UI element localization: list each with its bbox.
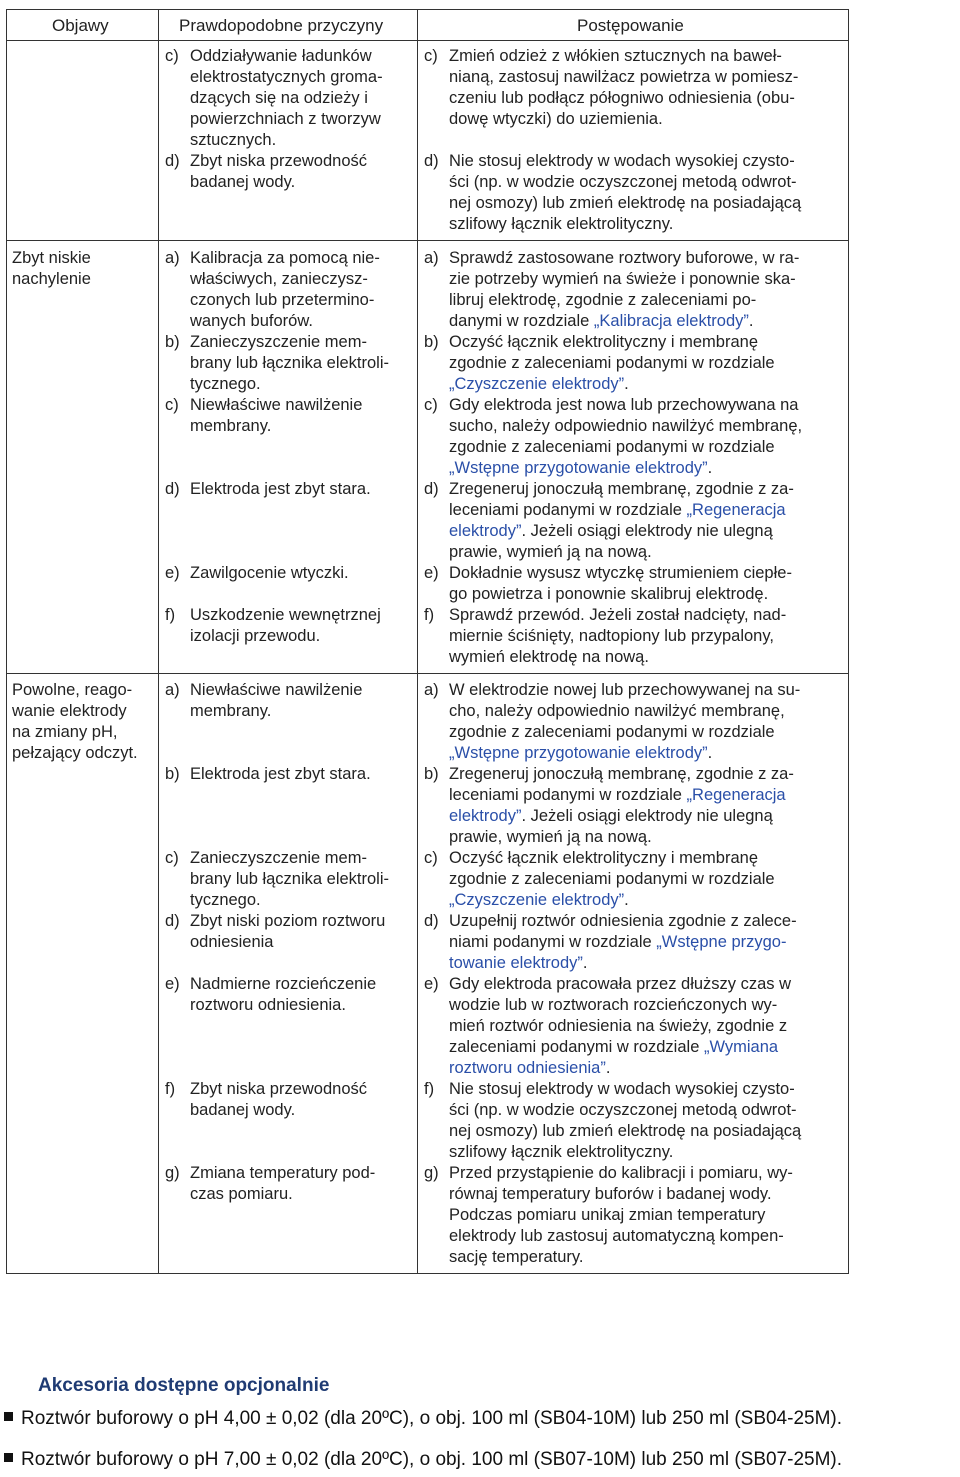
action-line: leceniami podanymi w rozdziale „Regeneracja <box>449 501 786 519</box>
section-reference: „Czyszczenie elektrody” <box>449 891 625 909</box>
cause-text <box>190 332 389 395</box>
action-line: zaleceniami podanymi w rozdziale „Wymiana <box>449 1038 779 1056</box>
section-reference: „Regeneracja <box>686 786 786 804</box>
symptom-line: Powolne, reago- <box>12 681 133 699</box>
action-line: zgodnie z zaleceniami podanymi w rozdziale <box>449 723 775 741</box>
action-line: Uzupełnij roztwór odniesienia zgodnie z zalece- <box>449 912 797 930</box>
action-line: cho, należy odpowiednio nawilżyć membranę, <box>449 702 785 720</box>
cause-text <box>190 848 389 911</box>
action-line: elektrody”. Jeżeli osiągi elektrody nie ulegną <box>449 807 773 825</box>
section-reference: towanie elektrody” <box>449 954 583 972</box>
action-line: Sprawdź przewód. Jeżeli został nadcięty, nad- <box>449 606 787 624</box>
action-line: elektrody lub zastosuj automatyczną kompen- <box>449 1227 784 1245</box>
cause-line: tycznego. <box>190 891 261 909</box>
action-text <box>449 479 794 563</box>
cause-line: czonych lub przetermino- <box>190 291 375 309</box>
action-line: danymi w rozdziale „Kalibracja elektrody”. <box>449 312 754 330</box>
cause-line: Nadmierne rozcieńczenie <box>190 975 377 993</box>
accessory-item-text: Roztwór buforowy o pH 4,00 ± 0,02 (dla 20ºC), o obj. 100 ml (SB04-10M) lub 250 ml (SB04-25M). <box>21 1408 843 1429</box>
action-line: roztworu odniesienia”. <box>449 1059 611 1077</box>
action-text <box>449 563 792 605</box>
action-line: Nie stosuj elektrody w wodach wysokiej czysto- <box>449 152 795 170</box>
symptom-line: nachylenie <box>12 270 91 288</box>
action-line: miernie ściśnięty, nadtopiony lub przypalony, <box>449 627 774 645</box>
action-line: towanie elektrody”. <box>449 954 588 972</box>
action-line: zgodnie z zaleceniami podanymi w rozdziale <box>449 870 775 888</box>
action-text <box>449 395 802 479</box>
cause-marker: f) <box>165 606 176 624</box>
cause-line: membrany. <box>190 417 272 435</box>
cause-text <box>190 680 362 722</box>
action-text <box>449 974 791 1079</box>
cause-text <box>190 395 362 437</box>
action-text <box>449 46 798 130</box>
cause-marker: d) <box>165 152 180 170</box>
cause-text <box>190 1079 367 1121</box>
cause-text <box>190 605 381 647</box>
section-reference: „Czyszczenie elektrody” <box>449 375 625 393</box>
action-line: szlifowy łącznik elektrolityczny. <box>449 1143 674 1161</box>
cause-marker: c) <box>165 396 179 414</box>
action-marker: c) <box>424 47 438 65</box>
action-line: Zmień odzież z włókien sztucznych na baweł- <box>449 47 782 65</box>
cause-marker: b) <box>165 765 180 783</box>
action-text <box>449 605 786 668</box>
action-text <box>449 848 775 911</box>
section-reference: roztworu odniesienia” <box>449 1059 606 1077</box>
action-marker: f) <box>424 1080 435 1098</box>
action-line: ści (np. w wodzie oczyszczonej metodą odwrot- <box>449 1101 797 1119</box>
cause-line: właściwych, zanieczysz- <box>190 270 368 288</box>
action-line: Gdy elektroda pracowała przez dłuższy czas w <box>449 975 792 993</box>
section-reference: „Wstępne przygotowanie elektrody” <box>449 744 708 762</box>
cause-line: elektrostatycznych groma- <box>190 68 383 86</box>
cause-marker: c) <box>165 47 179 65</box>
cause-line: Niewłaściwe nawilżenie <box>190 681 363 699</box>
symptom-line: pełzający odczyt. <box>12 744 138 762</box>
action-text <box>449 1163 793 1268</box>
action-line: czeniu lub podłącz półogniwo odniesienia (obu- <box>449 89 795 107</box>
cause-text <box>190 1163 375 1205</box>
action-text <box>449 151 801 235</box>
action-line: Sprawdź zastosowane roztwory buforowe, w ra- <box>449 249 800 267</box>
action-line: szlifowy łącznik elektrolityczny. <box>449 215 674 233</box>
action-line: Nie stosuj elektrody w wodach wysokiej czysto- <box>449 1080 795 1098</box>
accessories-title: Akcesoria dostępne opcjonalnie <box>38 1375 330 1396</box>
action-text <box>449 332 775 395</box>
action-marker: f) <box>424 606 435 624</box>
action-line: „Czyszczenie elektrody”. <box>449 891 629 909</box>
action-text <box>449 911 797 974</box>
action-line: Oczyść łącznik elektrolityczny i membranę <box>449 849 759 867</box>
action-line: Oczyść łącznik elektrolityczny i membranę <box>449 333 759 351</box>
accessory-item-text: Roztwór buforowy o pH 7,00 ± 0,02 (dla 20ºC), o obj. 100 ml (SB07-10M) lub 250 ml (SB07-25M). <box>21 1449 843 1470</box>
action-line: zgodnie z zaleceniami podanymi w rozdziale <box>449 438 775 456</box>
accessory-item <box>4 1408 954 1430</box>
cause-line: sztucznych. <box>190 131 277 149</box>
cause-line: Oddziaływanie ładunków <box>190 47 372 65</box>
cause-marker: d) <box>165 480 180 498</box>
cause-marker: a) <box>165 249 180 267</box>
symptom-line: na zmiany pH, <box>12 723 118 741</box>
action-marker: e) <box>424 975 439 993</box>
action-line: nianą, zastosuj nawilżacz powietrza w pomiesz- <box>449 68 799 86</box>
cause-line: Zmiana temperatury pod- <box>190 1164 376 1182</box>
row-divider <box>7 673 848 674</box>
action-line: sację temperatury. <box>449 1248 584 1266</box>
cause-line: Zbyt niska przewodność <box>190 1080 367 1098</box>
cause-line: Uszkodzenie wewnętrznej <box>190 606 381 624</box>
section-reference: elektrody” <box>449 522 522 540</box>
action-line: ści (np. w wodzie oczyszczonej metodą odwrot- <box>449 173 797 191</box>
cause-line: czas pomiaru. <box>190 1185 293 1203</box>
action-line: mień roztwór odniesienia na świeży, zgodnie z <box>449 1017 788 1035</box>
action-marker: a) <box>424 249 439 267</box>
cause-line: Zawilgocenie wtyczki. <box>190 564 349 582</box>
action-line: Dokładnie wysusz wtyczkę strumieniem ciepłe- <box>449 564 792 582</box>
action-marker: d) <box>424 152 439 170</box>
action-line: wodzie lub w roztworach rozcieńczonych wy- <box>449 996 778 1014</box>
action-line: prawie, wymień ją na nową. <box>449 543 652 561</box>
cause-line: odniesienia <box>190 933 274 951</box>
header-symptoms: Objawy <box>52 16 109 35</box>
header-actions: Postępowanie <box>577 16 684 35</box>
action-line: „Wstępne przygotowanie elektrody”. <box>449 744 713 762</box>
action-line: nej osmozy) lub zmień elektrodę na posiadającą <box>449 1122 802 1140</box>
action-line: „Czyszczenie elektrody”. <box>449 375 629 393</box>
cause-text <box>190 563 349 584</box>
cause-line: tycznego. <box>190 375 261 393</box>
cause-text <box>190 764 371 785</box>
section-reference: „Wymiana <box>703 1038 779 1056</box>
action-text <box>449 680 800 764</box>
symptom-cell <box>12 680 138 764</box>
action-marker: c) <box>424 849 438 867</box>
cause-text <box>190 151 367 193</box>
cause-line: membrany. <box>190 702 272 720</box>
accessory-item <box>4 1449 954 1471</box>
action-line: Przed przystąpienie do kalibracji i pomiaru, wy- <box>449 1164 793 1182</box>
section-reference: „Wstępne przygo- <box>656 933 787 951</box>
action-marker: g) <box>424 1164 439 1182</box>
action-marker: a) <box>424 681 439 699</box>
cause-line: Niewłaściwe nawilżenie <box>190 396 363 414</box>
cause-marker: c) <box>165 849 179 867</box>
action-line: zgodnie z zaleceniami podanymi w rozdziale <box>449 354 775 372</box>
action-line: leceniami podanymi w rozdziale „Regeneracja <box>449 786 786 804</box>
action-text <box>449 248 799 332</box>
cause-line: Elektroda jest zbyt stara. <box>190 480 371 498</box>
action-line: Zregeneruj jonoczułą membranę, zgodnie z za- <box>449 480 794 498</box>
cause-line: Zanieczyszczenie mem- <box>190 849 367 867</box>
action-marker: d) <box>424 912 439 930</box>
cause-marker: g) <box>165 1164 180 1182</box>
cause-line: Zanieczyszczenie mem- <box>190 333 367 351</box>
cause-line: roztworu odniesienia. <box>190 996 346 1014</box>
action-marker: c) <box>424 396 438 414</box>
action-line: zie potrzeby wymień na świeże i ponownie ska- <box>449 270 796 288</box>
symptom-line: Zbyt niskie <box>12 249 91 267</box>
action-marker: e) <box>424 564 439 582</box>
action-line: elektrody”. Jeżeli osiągi elektrody nie ulegną <box>449 522 773 540</box>
cause-marker: e) <box>165 564 180 582</box>
section-reference: „Wstępne przygotowanie elektrody” <box>449 459 708 477</box>
section-reference: elektrody” <box>449 807 522 825</box>
cause-text <box>190 911 385 953</box>
cause-marker: e) <box>165 975 180 993</box>
cause-line: izolacji przewodu. <box>190 627 321 645</box>
action-line: Gdy elektroda jest nowa lub przechowywana na <box>449 396 799 414</box>
action-text <box>449 1079 801 1163</box>
column-divider <box>417 10 418 1273</box>
bullet-icon <box>4 1453 13 1462</box>
symptom-cell <box>12 248 91 290</box>
cause-text <box>190 248 380 332</box>
section-reference: „Kalibracja elektrody” <box>593 312 749 330</box>
symptom-line: wanie elektrody <box>12 702 127 720</box>
action-line: nej osmozy) lub zmień elektrodę na posiadającą <box>449 194 802 212</box>
cause-line: Elektroda jest zbyt stara. <box>190 765 371 783</box>
cause-line: brany lub łącznika elektroli- <box>190 354 390 372</box>
header-causes: Prawdopodobne przyczyny <box>179 16 384 35</box>
action-marker: b) <box>424 333 439 351</box>
action-line: niami podanymi w rozdziale „Wstępne przygo- <box>449 933 787 951</box>
action-line: Zregeneruj jonoczułą membranę, zgodnie z za- <box>449 765 794 783</box>
cause-line: wanych buforów. <box>190 312 313 330</box>
action-line: Podczas pomiaru unikaj zmian temperatury <box>449 1206 766 1224</box>
action-marker: b) <box>424 765 439 783</box>
cause-marker: d) <box>165 912 180 930</box>
cause-line: brany lub łącznika elektroli- <box>190 870 390 888</box>
cause-line: dzących się na odzieży i <box>190 89 368 107</box>
action-line: libruj elektrodę, zgodnie z zaleceniami po- <box>449 291 757 309</box>
row-divider <box>7 240 848 241</box>
action-line: prawie, wymień ją na nową. <box>449 828 652 846</box>
cause-line: Zbyt niski poziom roztworu <box>190 912 386 930</box>
cause-line: badanej wody. <box>190 1101 296 1119</box>
header-divider <box>7 40 848 41</box>
cause-text <box>190 974 376 1016</box>
cause-line: Kalibracja za pomocą nie- <box>190 249 380 267</box>
cause-line: powierzchniach z tworzyw <box>190 110 381 128</box>
cause-marker: a) <box>165 681 180 699</box>
cause-line: badanej wody. <box>190 173 296 191</box>
column-divider <box>158 10 159 1273</box>
action-line: W elektrodzie nowej lub przechowywanej na su- <box>449 681 801 699</box>
action-line: równaj temperatury buforów i badanej wody. <box>449 1185 772 1203</box>
cause-marker: f) <box>165 1080 176 1098</box>
section-reference: „Regeneracja <box>686 501 786 519</box>
bullet-icon <box>4 1412 13 1421</box>
cause-marker: b) <box>165 333 180 351</box>
action-text <box>449 764 794 848</box>
cause-text <box>190 479 371 500</box>
action-line: „Wstępne przygotowanie elektrody”. <box>449 459 713 477</box>
action-line: go powietrza i ponownie skalibruj elektrodę. <box>449 585 769 603</box>
cause-text <box>190 46 383 151</box>
action-line: dowę wtyczki) do uziemienia. <box>449 110 663 128</box>
action-line: sucho, należy odpowiednio nawilżyć membranę, <box>449 417 803 435</box>
action-marker: d) <box>424 480 439 498</box>
cause-line: Zbyt niska przewodność <box>190 152 367 170</box>
action-line: wymień elektrodę na nową. <box>449 648 649 666</box>
